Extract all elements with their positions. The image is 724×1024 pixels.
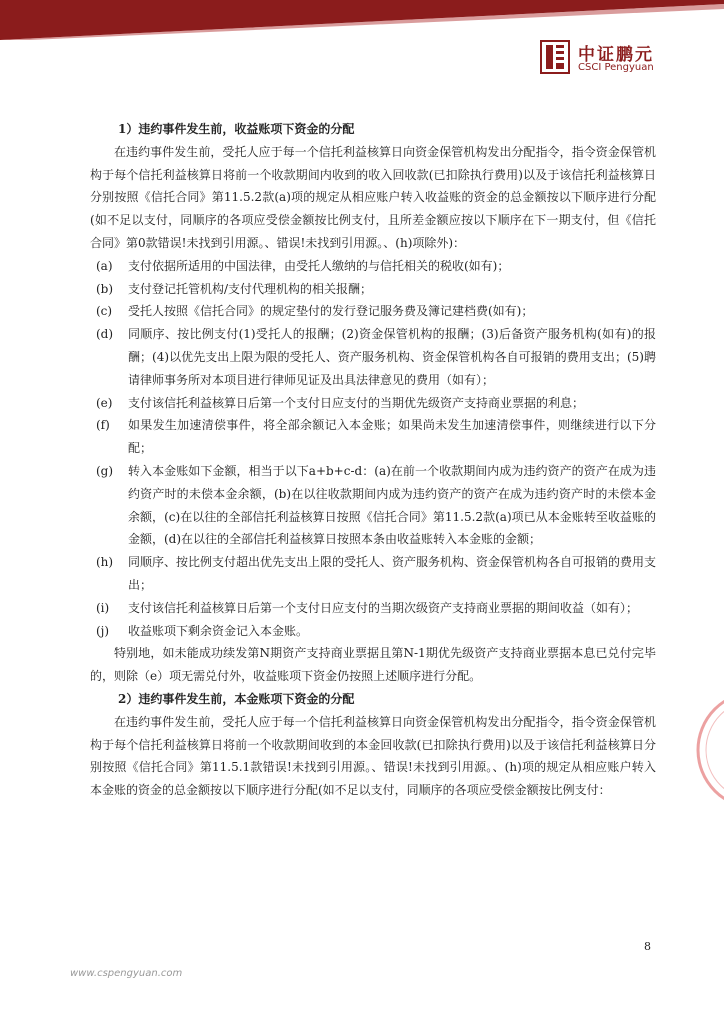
list-item	[90, 300, 656, 323]
list-item-text: 收益账项下剩余资金记入本金账。	[128, 623, 309, 638]
document-body	[90, 118, 656, 802]
list-item	[90, 551, 656, 597]
list-item-label: (i)	[96, 600, 110, 615]
page-number: 8	[644, 940, 651, 953]
list-item-label: (b)	[96, 281, 114, 296]
list-item-label: (h)	[96, 555, 114, 570]
list-item-text: 受托人按照《信托合同》的规定垫付的发行登记服务费及簿记建档费(如有)；	[128, 304, 534, 319]
section-1-list	[90, 255, 656, 643]
list-item-label: (j)	[96, 623, 110, 638]
section-2-heading: 2）违约事件发生前，本金账项下资金的分配	[118, 691, 355, 706]
section-1-intro: 在违约事件发生前，受托人应于每一个信托利益核算日向资金保管机构发出分配指令，指令资金保管机构于每个信托利益核算日将前一个收款期间内收到的收入回收款(已扣除执行费用)以及于该信托利益核算日分别按照《信托合同》第11.5.2款(a)项的规定从相应账户转入收益账的资金的总金额按以下顺序进行分配(如不足以支付，同顺序的各项应受偿金额按比例支付，且所差金额应按以下顺序在下一期支付，但《信托合同》第0款错误!未找到引用源。、错误!未找到引用源。、(h)项除外)：	[90, 144, 656, 250]
section-1-heading: 1）违约事件发生前，收益账项下资金的分配	[118, 122, 355, 136]
list-item-label: (a)	[96, 258, 113, 273]
list-item-label: (f)	[96, 418, 110, 433]
list-item-text: 支付该信托利益核算日后第一个支付日应支付的当期次级资产支持商业票据的期间收益（如有）；	[128, 600, 639, 615]
logo-english-name: CSCI Pengyuan	[578, 62, 654, 73]
footer-website: www.cspengyuan.com	[70, 968, 183, 979]
seal-stamp-icon	[694, 690, 724, 810]
list-item	[90, 597, 656, 620]
section-1-note: 特别地，如未能成功续发第N期资产支持商业票据且第N-1期优先级资产支持商业票据本息已兑付完毕的，则除（e）项无需兑付外，收益账项下资金仍按照上述顺序进行分配。	[90, 646, 656, 684]
list-item-text: 同顺序、按比例支付(1)受托人的报酬；(2)资金保管机构的报酬；(3)后备资产服务机构(如有)的报酬；(4)以优先支出上限为限的受托人、资产服务机构、资金保管机构各自可报销的费用支出；(5)聘请律师事务所对本项目进行律师见证及出具法律意见的费用（如有）；	[128, 327, 656, 387]
list-item	[90, 392, 656, 415]
list-item-text: 支付依据所适用的中国法律，由受托人缴纳的与信托相关的税收(如有)；	[128, 258, 510, 273]
list-item	[90, 460, 656, 551]
logo-chinese-name: 中证鹏元	[578, 45, 654, 65]
list-item-text: 同顺序、按比例支付超出优先支出上限的受托人、资产服务机构、资金保管机构各自可报销的费用支出；	[128, 555, 657, 592]
list-item	[90, 255, 656, 278]
list-item-label: (e)	[96, 395, 113, 410]
list-item	[90, 278, 656, 301]
company-logo	[540, 40, 690, 80]
list-item-label: (c)	[96, 304, 113, 319]
list-item	[90, 414, 656, 460]
list-item-text: 转入本金账如下金额，相当于以下a+b+c-d：(a)在前一个收款期间内成为违约资产的资产在成为违约资产时的未偿本金余额，(b)在以往收款期间内成为违约资产的资产在成为违约资产时的未偿本金余额，(c)在以往的全部信托利益核算日按照《信托合同》第11.5.2款(a)项已从本金账转至收益账的金额，(d)在以往的全部信托利益核算日按照本条由收益账转入本金账的金额；	[128, 463, 656, 547]
list-item-text: 支付登记托管机构/支付代理机构的相关报酬；	[128, 281, 373, 296]
header-band	[0, 0, 724, 40]
list-item-label: (d)	[96, 327, 114, 342]
list-item-text: 支付该信托利益核算日后第一个支付日应支付的当期优先级资产支持商业票据的利息；	[128, 395, 585, 410]
list-item-label: (g)	[96, 463, 114, 478]
cscipengyuan-logo-icon	[540, 40, 570, 74]
list-item	[90, 620, 656, 643]
list-item	[90, 323, 656, 391]
list-item-text: 如果发生加速清偿事件，将全部余额记入本金账；如果尚未发生加速清偿事件，则继续进行以下分配；	[128, 418, 656, 456]
section-2-intro: 在违约事件发生前，受托人应于每一个信托利益核算日向资金保管机构发出分配指令，指令资金保管机构于每个信托利益核算日将前一个收款期间收到的本金回收款(已扣除执行费用)以及于该信托利益核算日分别按照《信托合同》第11.5.1款错误!未找到引用源。、错误!未找到引用源。、(h)项的规定从相应账户转入本金账的资金的总金额按以下顺序进行分配(如不足以支付，同顺序的各项应受偿金额按比例支付：	[90, 714, 656, 798]
